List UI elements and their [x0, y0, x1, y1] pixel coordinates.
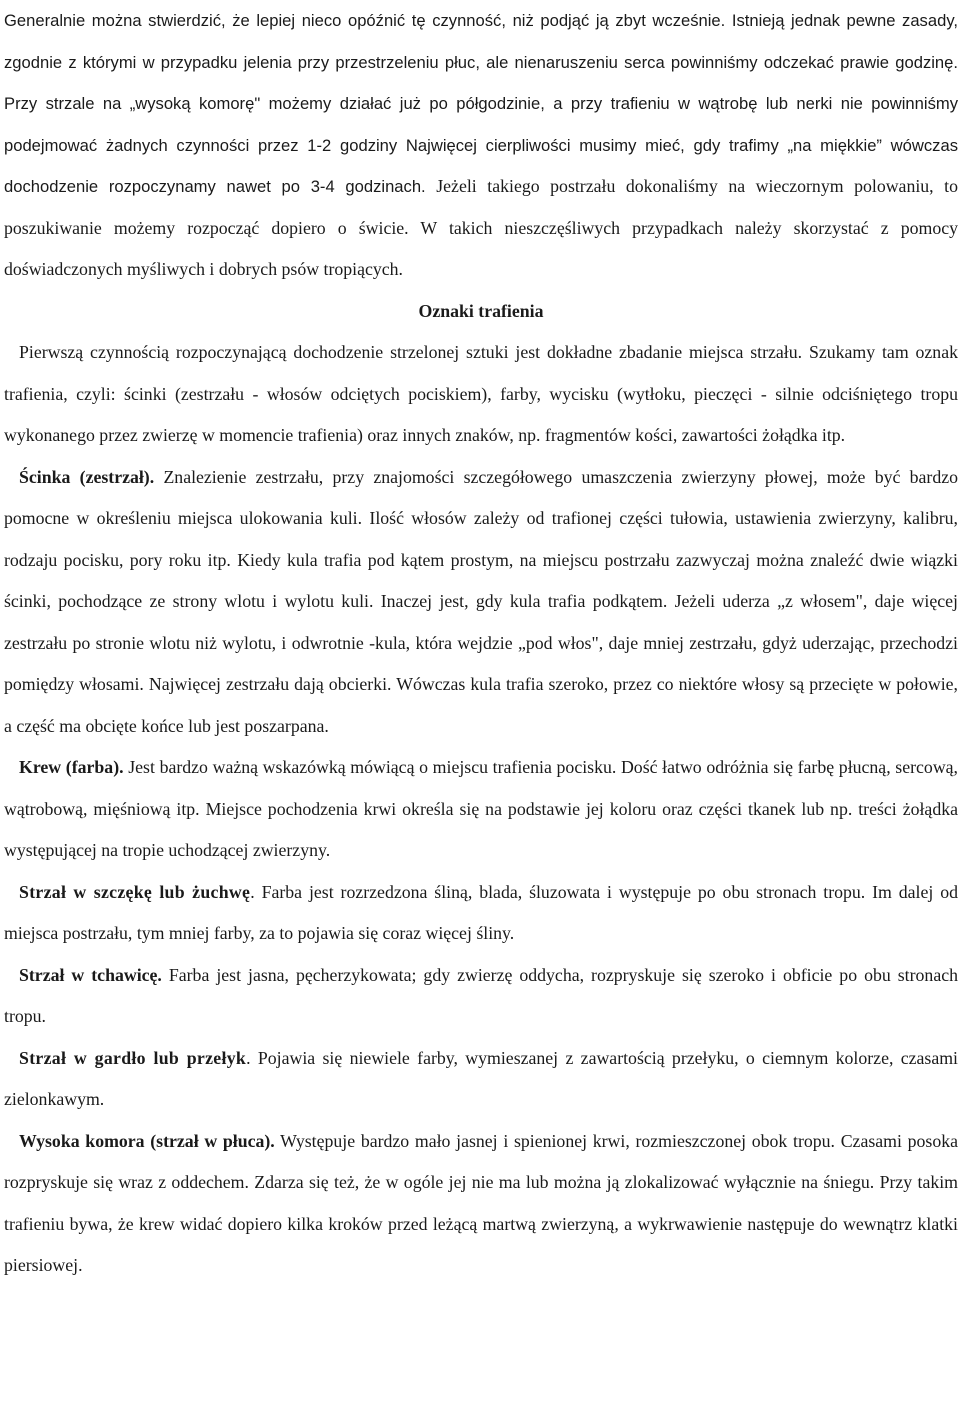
tchawica-paragraph — [4, 955, 958, 1038]
szczeka-paragraph — [4, 872, 958, 955]
krew-lead: Krew (farba). — [19, 757, 124, 777]
tchawica-text: Farba jest jasna, pęcherzykowata; gdy zwierzę oddycha, rozpryskuje się szeroko i obficie po obu stronach tropu. — [4, 964, 958, 1026]
szczeka-text: . Farba jest rozrzedzona śliną, blada, śluzowata i występuje po obu stronach tropu. Im dalej od miejsca postrzału, tym mniej farby, za to pojawia się coraz więcej śliny. — [4, 881, 958, 943]
gardlo-lead: Strzał w gardło lub przełyk — [19, 1047, 247, 1068]
krew-paragraph — [4, 747, 958, 872]
section-heading: Oznaki trafienia — [418, 300, 544, 321]
tchawica-lead: Strzał w tchawicę. — [19, 964, 162, 985]
scinka-paragraph — [4, 457, 958, 748]
intro-serif-text: Przy strzale na „wysoką komorę" możemy działać już po półgodzinie, a przy trafieniu w wątrobę lub nerki nie powinniśmy podejmować żadnych czynności przez 1-2 godziny Najwięcej cierpliwości musimy mieć, gdy trafimy „na miękkie” wówczas dochodzenie rozpoczynamy nawet po 3-4 godzinach. — [4, 94, 958, 196]
scinka-lead: Ścinka (zestrzał). — [19, 466, 155, 487]
szczeka-lead: Strzał w szczękę lub żuchwę — [19, 881, 251, 902]
intro-sans-text: Generalnie można stwierdzić, że lepiej nieco opóźnić tę czynność, niż podjąć ją zbyt wcześnie. Istnieją jednak pewne zasady, zgodnie z którymi w przypadku jelenia przy przestrzeleniu płuc, ale nienaruszeniu serca powinniśmy odczekać prawie godzinę. — [4, 11, 958, 72]
krew-text: Jest bardzo ważną wskazówką mówiącą o miejscu trafienia pocisku. Dość łatwo odróżnia się farbę płucną, sercową, wątrobową, mięśniową itp. Miejsce pochodzenia krwi określa się na podstawie jej koloru oraz części tkanek lub np. treści żołądka występującej na tropie uchodzącej zwierzyny. — [4, 757, 958, 860]
gardlo-paragraph — [4, 1038, 958, 1121]
gardlo-text: . Pojawia się niewiele farby, wymieszanej z zawartością przełyku, o ciemnym kolorze, czasami zielonkawym. — [4, 1047, 958, 1109]
komora-lead: Wysoka komora (strzał w płuca). — [19, 1130, 275, 1151]
oznaki-paragraph: Pierwszą czynnością rozpoczynającą dochodzenie strzelonej sztuki jest dokładne zbadanie miejsca strzału. Szukamy tam oznak trafienia, czyli: ścinki (zestrzału - włosów odciętych pociskiem), farby, wycisku (wytłoku, pieczęci - silnie odciśniętego tropu wykonanego przez zwierzę w momencie trafienia) oraz innych znaków, np. fragmentów kości, zawartości żołądka itp. — [4, 342, 958, 445]
komora-text: Występuje bardzo mało jasnej i spienionej krwi, rozmieszczonej obok tropu. Czasami posoka rozpryskuje się wraz z oddechem. Zdarza się też, że w ogóle jej nie ma lub można ją zlokalizować wyłącznie na śniegu. Przy takim trafieniu bywa, że krew widać dopiero kilka kroków przed leżącą martwą zwierzyną, a wykrwawienie następuje do wewnątrz klatki piersiowej. — [4, 1130, 958, 1275]
scinka-text: Znalezienie zestrzału, przy znajomości szczegółowego umaszczenia zwierzyny płowej, może być bardzo pomocne w określeniu miejsca ulokowania kuli. Ilość włosów zależy od trafionej części tułowia, ustawienia zwierzyny, kalibru, rodzaju pocisku, pory roku itp. Kiedy kula trafia pod kątem prostym, na miejscu postrzału zazwyczaj można znaleźć dwie wiązki ścinki, pochodzące ze strony wlotu i wylotu kuli. Inaczej jest, gdy kula trafia podkątem. Jeżeli uderza „z włosem", daje więcej zestrzału po stronie wlotu niż wylotu, i odwrotnie -kula, która wejdzie „pod włos", daje mniej zestrzału, gdyż uderzając, przechodzi pomiędzy włosami. Najwięcej zestrzału dają obcierki. Wówczas kula trafia szeroko, przez co niektóre włosy są przecięte w połowie, a część ma obcięte końce lub jest poszarpana. — [4, 466, 958, 736]
intro-paragraph — [4, 0, 958, 291]
komora-paragraph — [4, 1121, 958, 1287]
intro-end-text: Jeżeli takiego postrzału dokonaliśmy na wieczornym polowaniu, to poszukiwanie możemy rozpocząć dopiero o świcie. W takich nieszczęśliwych przypadkach należy skorzystać z pomocy doświadczonych myśliwych i dobrych psów tropiących. — [4, 176, 958, 279]
